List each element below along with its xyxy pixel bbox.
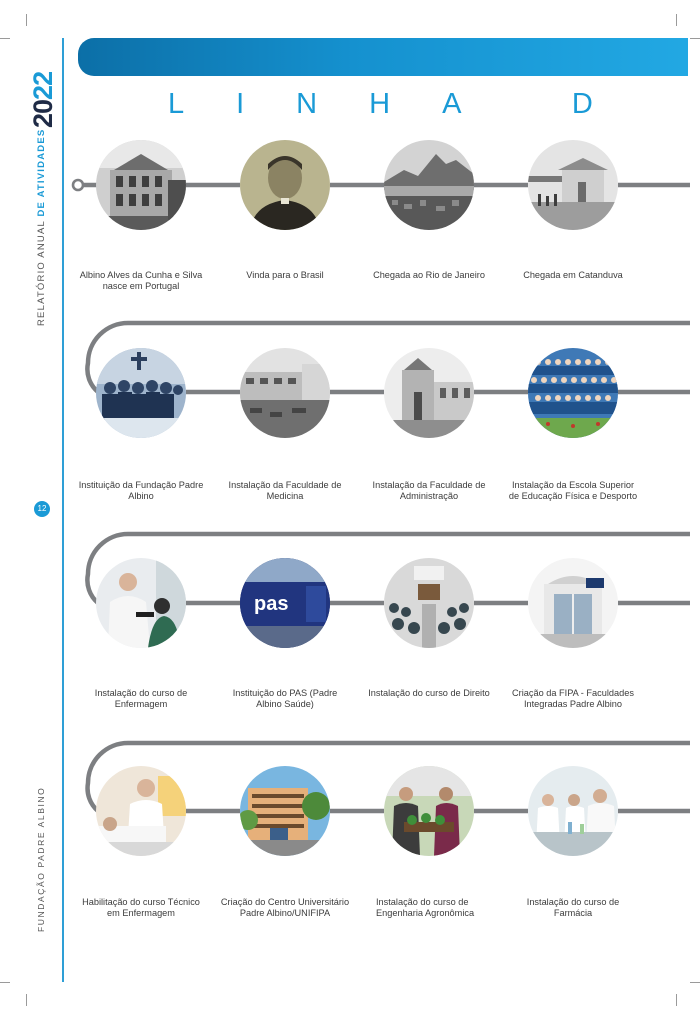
- rio-de-janeiro-photo: [384, 140, 474, 230]
- physical-education-group-photo: [528, 348, 618, 438]
- catanduva-station-photo: [528, 140, 618, 230]
- report-year: 2022: [28, 71, 58, 128]
- founding-group-photo: [96, 348, 186, 438]
- nursing-course-photo: [96, 558, 186, 648]
- medicine-faculty-photo: [240, 348, 330, 438]
- portrait-photo: [240, 140, 330, 230]
- timeline-caption: Instalação da Faculdade de Administração: [372, 480, 486, 501]
- timeline-caption: Chegada ao Rio de Janeiro: [373, 270, 485, 280]
- timeline-caption: Instalação da Faculdade de Medicina: [228, 480, 342, 501]
- timeline-caption: Instituição do PAS (Padre Albino Saúde): [232, 688, 338, 709]
- timeline-caption: Albino Alves da Cunha e Silva nasce em Portugal: [79, 270, 203, 291]
- timeline-caption: Instituição da Fundação Padre Albino: [78, 480, 204, 501]
- page-title: LINHA D: [168, 88, 645, 120]
- timeline-caption: Criação da FIPA - Faculdades Integradas Padre Albino: [512, 688, 634, 709]
- timeline-caption: Instalação do curso de Direito: [368, 688, 490, 698]
- timeline-caption: Chegada em Catanduva: [523, 270, 623, 280]
- law-course-auditorium-photo: [384, 558, 474, 648]
- timeline-caption: Instalação do curso de Enfermagem: [94, 688, 188, 709]
- unifipa-building-photo: [240, 766, 330, 856]
- timeline-start-marker: [73, 180, 83, 190]
- report-title-accent: DE ATIVIDADES: [36, 128, 47, 217]
- pharmacy-lab-photo: [528, 766, 618, 856]
- timeline-caption: Habilitação do curso Técnico em Enfermagem: [82, 897, 200, 918]
- administration-faculty-photo: [384, 348, 474, 438]
- organization-name: FUNDAÇÃO PADRE ALBINO: [36, 786, 46, 932]
- historic-building-photo: [96, 140, 186, 230]
- timeline-caption: Instalação do curso de Engenharia Agronômica: [376, 897, 475, 918]
- timeline-caption: Instalação do curso de Farmácia: [526, 897, 620, 918]
- page-number: 12: [34, 501, 50, 517]
- pas-building-photo: [240, 558, 330, 648]
- agronomy-course-photo: [384, 766, 474, 856]
- fipa-entrance-photo: [528, 558, 618, 648]
- timeline-caption: Criação do Centro Universitário Padre Albino/UNIFIPA: [220, 897, 350, 918]
- pas-logo-text: pas: [254, 593, 289, 615]
- report-title-plain: RELATÓRIO ANUAL: [36, 216, 47, 326]
- timeline-caption: Vinda para o Brasil: [246, 270, 324, 280]
- timeline-caption: Instalação da Escola Superior de Educação Física e Desporto: [508, 480, 638, 501]
- technical-nursing-photo: [96, 766, 186, 856]
